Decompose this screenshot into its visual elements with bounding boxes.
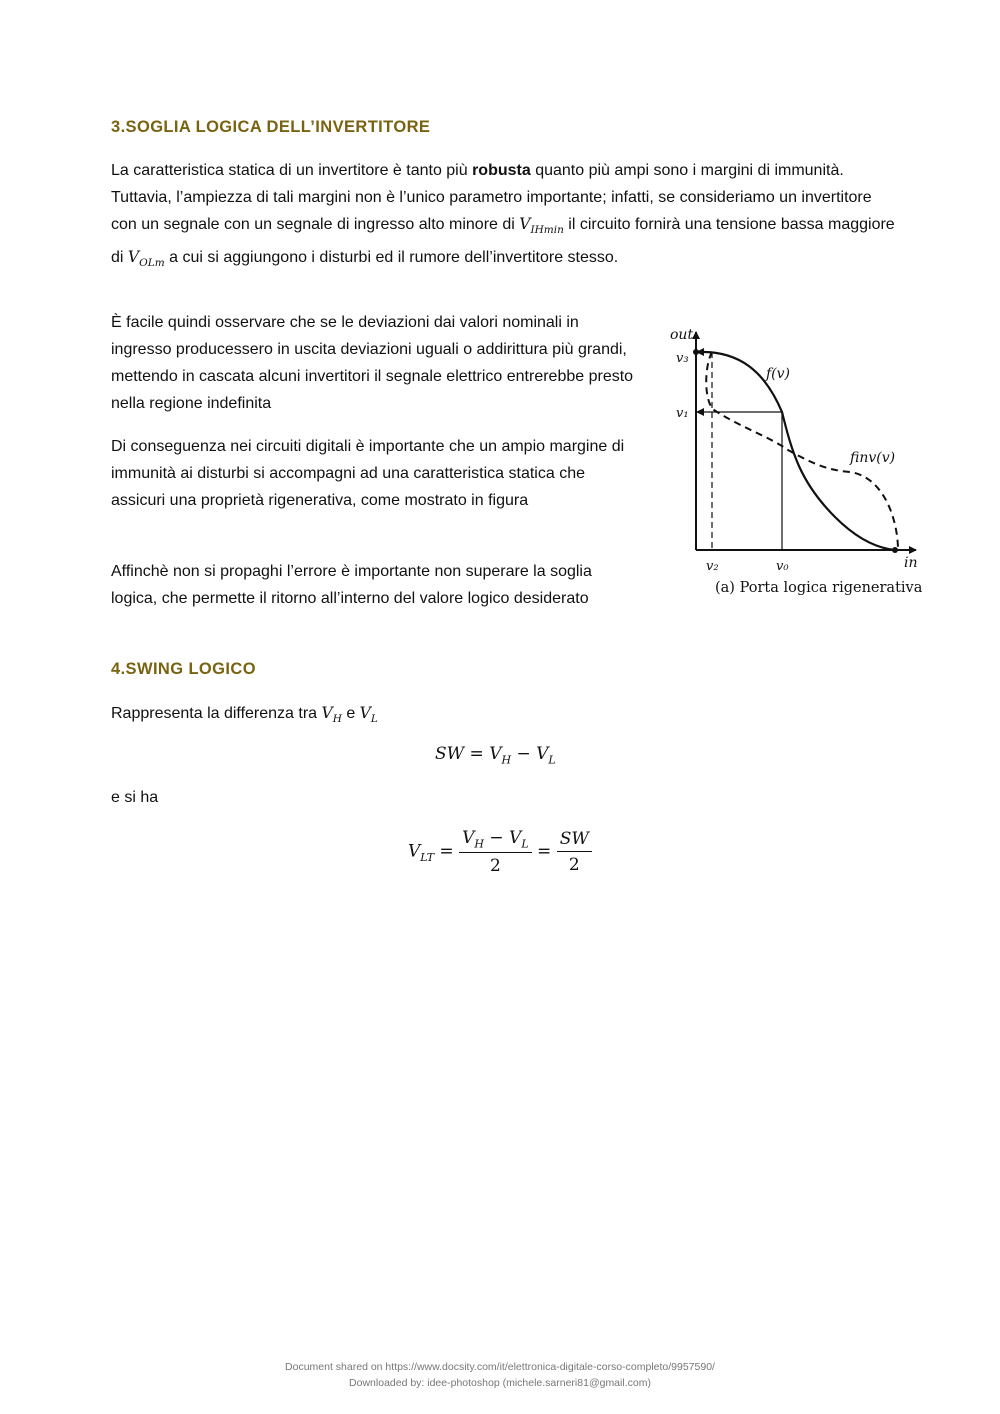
end-point (892, 547, 898, 553)
section-3-paragraph-1 (111, 157, 901, 277)
section-3-paragraph-2: È facile quindi osservare che se le deviazioni dai valori nominali in ingresso producessero in uscita deviazioni uguali o addirittura più grandi, mettendo in cascata alcuni invertitori il segnale elettrico entrerebbe presto nella regione indefinita (111, 314, 634, 412)
vh-minus-vl-fraction: $\frac{V_H - V_L}{2}$ (459, 828, 532, 876)
section-4-paragraph-1: Rappresenta la differenza tra $V_H$ e $V_L$ (111, 704, 378, 726)
section-3-paragraph-4: Affinchè non si propaghi l’errore è importante non superare la soglia logica, che permette il ritorno all’interno del valore logico desiderato (111, 563, 592, 607)
regenerative-gate-figure (660, 322, 930, 612)
v2-label: v₂ (706, 559, 719, 574)
y-axis-label: out (670, 327, 694, 343)
section-3-title: 3.SOGLIA LOGICA DELL’INVERTITORE (111, 118, 431, 136)
threshold-equation: $V_{LT}$ = $\frac{V_H - V_L}{2}$ = $\frac{SW}{2}$ (408, 828, 592, 876)
figure-caption: (a) Porta logica rigenerativa (715, 580, 923, 596)
v3-label: v₃ (676, 351, 689, 366)
f-label: f(v) (766, 366, 791, 382)
x-axis-label: in (904, 555, 918, 571)
p1-text-d: a cui si aggiungono i disturbi ed il rumore dell’invertitore stesso. (164, 249, 619, 267)
footer-shared-line: Document shared on https://www.docsity.com/it/elettronica-digitale-corso-completo/9957590/ (285, 1361, 715, 1373)
vh-symbol: $V_H$ (321, 704, 342, 726)
p1-text-b: quanto più ampi sono i margini di immunità. Tuttavia, l’ampiezza di tali margini non è l’unico parametro importante; infatti, se consideriamo un invertitore con un segnale con un segnale di ingresso alto minore di (111, 162, 872, 233)
footer-downloaded-line: Downloaded by: idee-photoshop (michele.sarneri81@gmail.com) (349, 1377, 651, 1389)
p1-bold-robusta: robusta (472, 162, 531, 179)
transfer-characteristic-plot (660, 322, 930, 612)
sw-fraction: $\frac{SW}{2}$ (557, 829, 592, 875)
p1-text-c: il circuito fornirà una tensione bassa maggiore di (111, 216, 895, 267)
section-4-paragraph-2: e si ha (111, 789, 159, 806)
v-ihmin-symbol: $V_{IHmin}$ (519, 215, 564, 237)
section-3-paragraph-3: Di conseguenza nei circuiti digitali è importante che un ampio margine di immunità ai disturbi si accompagni ad una caratteristica statica che assicuri una proprietà rigenerativa, come mostrato in figura (111, 438, 625, 509)
v0-label: v₀ (776, 559, 789, 574)
v1-label: v₁ (676, 406, 689, 421)
section-4-title: 4.SWING LOGICO (111, 660, 256, 678)
p1-text-a: La caratteristica statica di un invertitore è tanto più (111, 162, 473, 179)
v-olm-symbol: $V_{OLm}$ (127, 248, 165, 270)
vl-symbol: $V_L$ (359, 704, 378, 726)
v3-point (693, 349, 699, 355)
swing-equation: SW = $V_H - V_L$ (435, 744, 556, 767)
finv-label: finv(v) (850, 450, 896, 466)
